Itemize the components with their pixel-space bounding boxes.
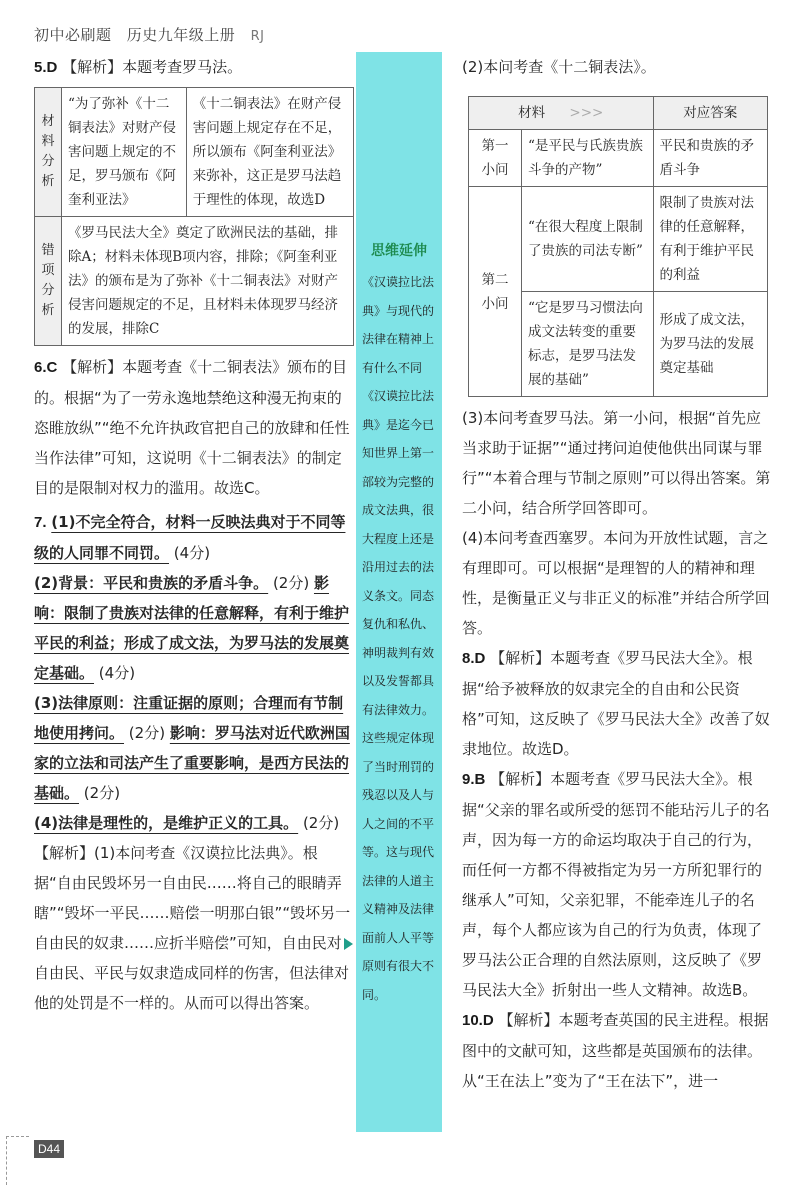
q8-number: 8.D: [462, 650, 486, 667]
row3-answer: 形成了成文法，为罗马法的发展奠定基础: [653, 292, 768, 397]
sidebar-title: 思维延伸: [371, 243, 427, 259]
q6-number: 6.C: [34, 359, 58, 376]
q7-answer-2: [34, 568, 354, 688]
wrong-option-cell: 《罗马民法大全》奠定了欧洲民法的基础，排除A；材料未体现B项内容，排除；《阿奎利亚法》的颁布是为了弥补《十二铜表法》对财产侵害问题规定的不足，且材料未体现罗马经济的发展，排除C: [62, 217, 354, 346]
q5-head: [34, 52, 354, 83]
book-title: 初中必刷题: [34, 26, 112, 44]
corner-dotted-frame: [6, 1136, 29, 1185]
row3-material: “它是罗马习惯法向成文法转变的重要标志，是罗马法发展的基础”: [522, 292, 654, 397]
q6-block: [34, 352, 354, 503]
q7-a3b-score: (2分): [83, 784, 121, 802]
wrong-option-label: 错项分析: [35, 217, 62, 346]
q7-a2b-score: (4分): [98, 664, 136, 682]
right-column: [462, 52, 772, 1096]
q7-a4-score: (2分): [302, 814, 340, 832]
pointer-arrow-icon: [344, 938, 353, 950]
sidebar-text: 《汉谟拉比法典》与现代的法律在精神上有什么不同《汉谟拉比法典》是迄今已知世界上第一部较为完整的成文法典，很大程度上还是沿用过去的法义条文。同态复仇和私仇、神明裁判有效以及发誓都具有法律效力。这些规定体现了当时刑罚的残忍以及人与人之间的不平等。这与现代法律的人道主义精神及法律面前人人平等原则有很大不同。: [362, 275, 435, 1002]
q5-number: 5.D: [34, 59, 58, 76]
q7-a3: (3)法律原则：注重证据的原则；合理而有节制地使用拷问。: [34, 694, 344, 742]
q6-text: 【解析】本题考查《十二铜表法》颁布的目的。根据“为了一劳永逸地禁绝这种漫无拘束的恣睢放纵”“绝不允许执政官把自己的放肆和任性当作法律”可知，这说明《十二铜表法》的制定目的是限制对权力的滥用。故选C。: [34, 358, 350, 497]
page-number: D44: [34, 1140, 64, 1158]
q7-a3-score: (2分): [128, 724, 166, 742]
thinking-extension-sidebar: [356, 52, 442, 1132]
material-quote-cell: “为了弥补《十二铜表法》对财产侵害问题上规定的不足，罗马颁布《阿奎利亚法》: [62, 88, 187, 217]
q9-number: 9.B: [462, 771, 486, 788]
q7-a1: (1)不完全符合，材料一反映法典对于不同等级的人同罪不同罚。: [34, 513, 346, 562]
row2-material: “在很大程度上限制了贵族的司法专断”: [522, 187, 654, 292]
q7-p4: (4)本问考查西塞罗。本问为开放性试题，言之有理即可。可以根据“是理智的人的精神和理性，是衡量正义与非正义的标准”并结合所学回答。: [462, 529, 770, 637]
q10-number: 10.D: [462, 1012, 494, 1029]
q7-answer-1: [34, 507, 354, 568]
row-label-first: 第一小问: [469, 130, 522, 187]
q10-text: 【解析】本题考查英国的民主进程。根据图中的文献可知，这些都是英国颁布的法律。从“王在法上”变为了“王在法下”，进一: [462, 1011, 769, 1090]
table-header-answer: 对应答案: [653, 97, 768, 130]
material-analysis-label: 材料分析: [35, 88, 62, 217]
q7-answer-4: [34, 808, 354, 838]
q7-a3b: 影响：罗马法对近代欧洲国家的立法和司法产生了重要影响，是西方民法的基础。: [34, 724, 350, 802]
page-header: [34, 24, 274, 45]
q7-number: 7.: [34, 514, 47, 531]
header-arrow-icon: >>>: [569, 105, 604, 121]
q9-text: 【解析】本题考查《罗马民法大全》。根据“父亲的罪名或所受的惩罚不能玷污儿子的名声，因为每一方的命运均取决于自己的行为，而任何一方都不得被指定为另一方所犯罪行的继承人”可知，父亲犯罪，不能牵连儿子的名声，每个人都应该为自己的行为负责，体现了罗马法公正合理的自然法原则，这反映了《罗马民法大全》折射出一些人文精神。故选B。: [462, 770, 770, 999]
q7-a4: (4)法律是理性的，是维护正义的工具。: [34, 814, 299, 832]
row1-answer: 平民和贵族的矛盾斗争: [653, 130, 768, 187]
q7-a2: (2)背景：平民和贵族的矛盾斗争。: [34, 574, 269, 592]
q7-p3: (3)本问考查罗马法。第一小问，根据“首先应当求助于证据”“通过拷问迫使他供出同谋与罪行”“本着合理与节制之原则”可以得出答案。第二小问，结合所学回答即可。: [462, 409, 771, 517]
q7-a2-score: (2分): [272, 574, 310, 592]
material-analysis-cell: 《十二铜表法》在财产侵害问题上规定存在不足，所以颁布《阿奎利亚法》来弥补，这正是罗马法趋于理性的体现，故选D: [186, 88, 353, 217]
subject-title: 历史九年级上册: [126, 26, 236, 44]
q5-analysis-table: [34, 87, 354, 346]
table-header-material: 材料 >>>: [469, 97, 654, 130]
q5-text: 【解析】本题考查罗马法。: [62, 58, 243, 76]
q7-p2: (2)本问考查《十二铜表法》。: [462, 58, 656, 76]
q7-answer-3: [34, 688, 354, 808]
q10-block: [462, 1005, 772, 1096]
q8-text: 【解析】本题考查《罗马民法大全》。根据“给予被释放的奴隶完全的自由和公民资格”可知，这反映了《罗马民法大全》改善了奴隶地位。故选D。: [462, 649, 770, 758]
left-column: [34, 52, 354, 1018]
q9-block: [462, 764, 772, 1005]
row1-material: “是平民与氏族贵族斗争的产物”: [522, 130, 654, 187]
q7-a2b: 影响：限制了贵族对法律的任意解释，有利于维护平民的利益；形成了成文法，为罗马法的发展奠定基础。: [34, 574, 350, 682]
row2-answer: 限制了贵族对法律的任意解释，有利于维护平民的利益: [653, 187, 768, 292]
q7-a1-score: (4分): [173, 544, 211, 562]
row-label-second: 第二小问: [469, 187, 522, 397]
edition-label: RJ: [250, 29, 265, 44]
q7-answer-table: [468, 96, 768, 397]
q8-block: [462, 643, 772, 764]
q7-analysis: 【解析】(1)本问考查《汉谟拉比法典》。根据“自由民毁坏另一自由民……将自己的眼睛弄瞎”“毁坏一平民……赔偿一明那白银”“毁坏另一自由民的奴隶……应折半赔偿”可知，自由民对自由民、平民与奴隶造成同样的伤害，但法律对他的处罚是不一样的。从而可以得出答案。: [34, 844, 351, 1012]
